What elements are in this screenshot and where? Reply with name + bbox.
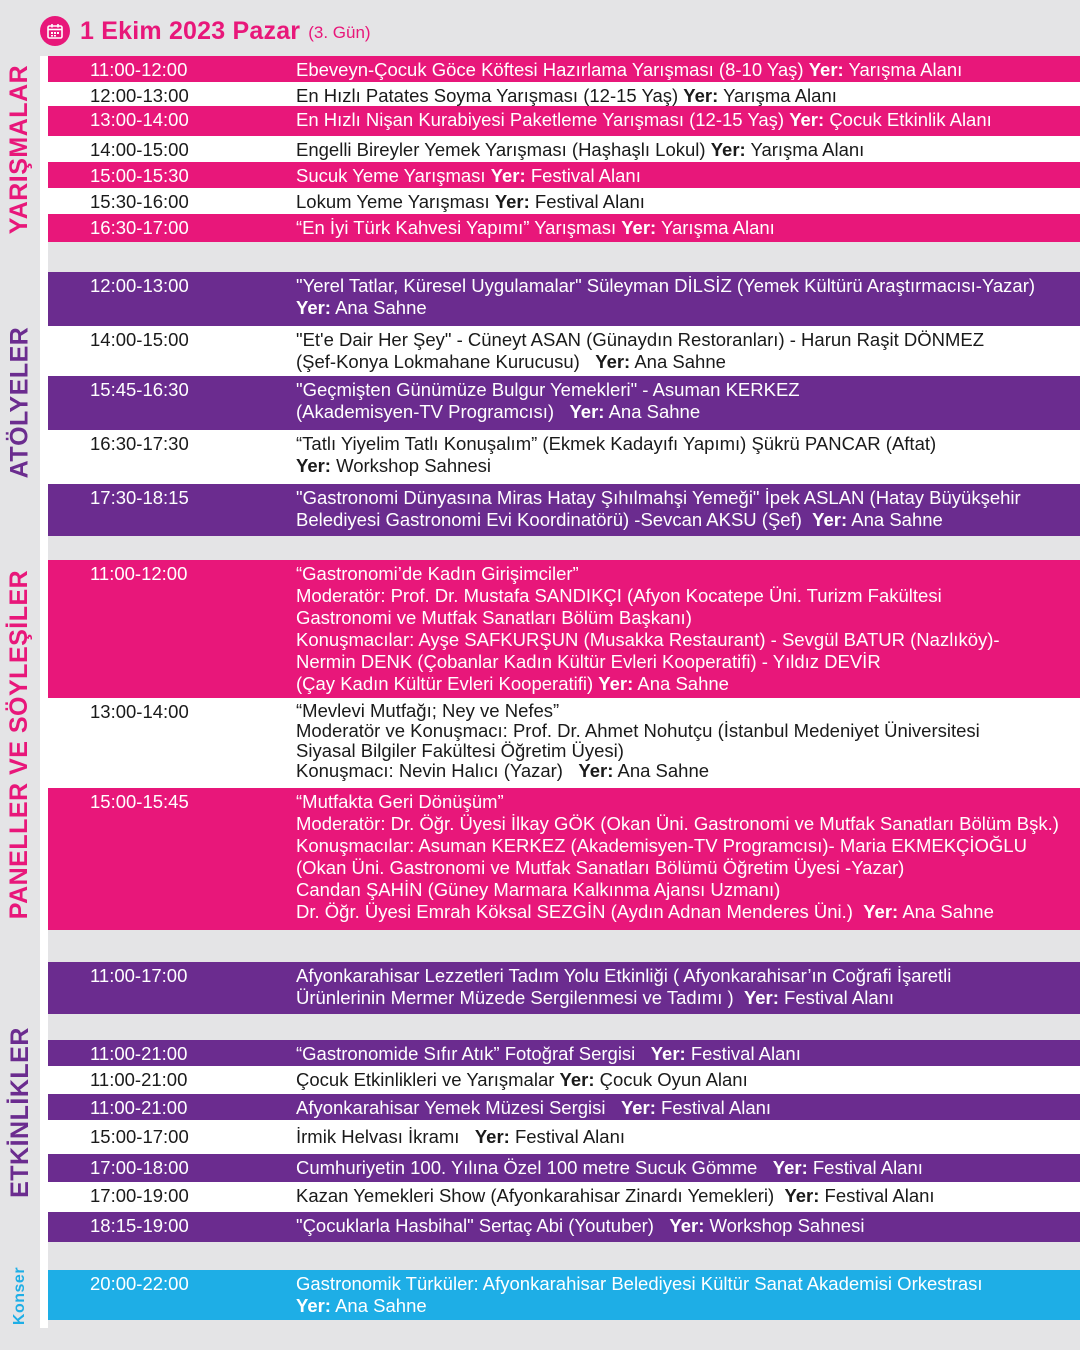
schedule-row: 20:00-22:00 Gastronomik Türküler: Afyonkarahisar Belediyesi Kültür Sanat Akademisi Orkestrası Yer: Ana Sahne xyxy=(48,1270,1080,1320)
schedule-row: 17:00-18:00 Cumhuriyetin 100. Yılına Özel 100 metre Sucuk Gömme Yer: Festival Alanı xyxy=(48,1154,1080,1182)
schedule-row: 15:00-15:45 “Mutfakta Geri Dönüşüm” Moderatör: Dr. Öğr. Üyesi İlkay GÖK (Okan Üni. Gastronomi ve Mutfak Sanatları Bölüm Bşk.) Konuşmacılar: Asuman KERKEZ (Akademisyen-TV Programcısı)- Maria EKMEKÇİOĞLU (Okan Üni. Gastronomi ve Mutfak Sanatları Bölümü Öğretim Üyesi -Yazar) Candan ŞAHİN (Güney Marmara Kalkınma Ajansı Uzmanı) Dr. Öğr. Üyesi Emrah Köksal SEZGİN (Aydın Adnan Menderes Üni.) Yer: Ana Sahne xyxy=(48,788,1080,930)
schedule-row: 11:00-21:00 Çocuk Etkinlikleri ve Yarışmalar Yer: Çocuk Oyun Alanı xyxy=(48,1066,1080,1094)
schedule-row: 17:30-18:15 "Gastronomi Dünyasına Miras Hatay Şıhılmahşi Yemeği" İpek ASLAN (Hatay Büyükşehir Belediyesi Gastronomi Evi Koordinatörü) -Sevcan AKSU (Şef) Yer: Ana Sahne xyxy=(48,484,1080,536)
schedule-row: 17:00-19:00 Kazan Yemekleri Show (Afyonkarahisar Zinardı Yemekleri) Yer: Festival Alanı xyxy=(48,1182,1080,1212)
schedule-row: 13:00-14:00 “Mevlevi Mutfağı; Ney ve Nefes” Moderatör ve Konuşmacı: Prof. Dr. Ahmet Nohutçu (İstanbul Medeniyet Üniversitesi Siyasal Bilgiler Fakültesi Öğretim Üyesi) Konuşmacı: Nevin Halıcı (Yazar) Yer: Ana Sahne xyxy=(48,698,1080,788)
schedule-row: 12:00-13:00 En Hızlı Patates Soyma Yarışması (12-15 Yaş) Yer: Yarışma Alanı xyxy=(48,82,1080,106)
schedule-row: 11:00-17:00 Afyonkarahisar Lezzetleri Tadım Yolu Etkinliği ( Afyonkarahisar’ın Coğrafi İşaretli Ürünlerinin Mermer Müzede Sergilenmesi ve Tadımı ) Yer: Festival Alanı xyxy=(48,962,1080,1014)
section-label-etkinlikler: ETKİNLİKLER xyxy=(5,1026,34,1198)
schedule-row: 11:00-12:00 “Gastronomi’de Kadın Girişimciler” Moderatör: Prof. Dr. Mustafa SANDIKÇI (Afyon Kocatepe Üni. Turizm Fakültesi Gastronomi ve Mutfak Sanatları Bölüm Başkanı) Konuşmacılar: Ayşe SAFKURŞUN (Musakka Restaurant) - Sevgül BATUR (Nazlıköy)- Nermin DENK (Çobanlar Kadın Kültür Evleri Kooperatifi) - Yıldız DEVİR (Çay Kadın Kültür Evleri Kooperatifi) Yer: Ana Sahne xyxy=(48,560,1080,698)
left-timeline-bar xyxy=(40,56,48,1328)
page-header xyxy=(40,14,371,48)
schedule-row: 15:00-15:30 Sucuk Yeme Yarışması Yer: Festival Alanı xyxy=(48,162,1080,188)
section-label-yarismalar: YARIŞMALAR xyxy=(5,64,34,234)
page-title: 1 Ekim 2023 Pazar xyxy=(80,16,301,45)
schedule-row: 18:15-19:00 "Çocuklarla Hasbihal" Sertaç Abi (Youtuber) Yer: Workshop Sahnesi xyxy=(48,1212,1080,1242)
section-label-atolyeler: ATÖLYELER xyxy=(5,326,34,478)
schedule-row: 12:00-13:00 "Yerel Tatlar, Küresel Uygulamalar" Süleyman DİLSİZ (Yemek Kültürü Araştırmacısı-Yazar) Yer: Ana Sahne xyxy=(48,272,1080,326)
schedule-row: 16:30-17:00 “En İyi Türk Kahvesi Yapımı” Yarışması Yer: Yarışma Alanı xyxy=(48,214,1080,242)
schedule-row: 15:30-16:00 Lokum Yeme Yarışması Yer: Festival Alanı xyxy=(48,188,1080,214)
schedule-row: 11:00-12:00 Ebeveyn-Çocuk Göce Köftesi Hazırlama Yarışması (8-10 Yaş) Yer: Yarışma Alanı xyxy=(48,56,1080,82)
schedule-row: 15:00-17:00 İrmik Helvası İkramı Yer: Festival Alanı xyxy=(48,1120,1080,1154)
calendar-icon xyxy=(40,16,70,46)
schedule-row: 14:00-15:00 Engelli Bireyler Yemek Yarışması (Haşhaşlı Lokul) Yer: Yarışma Alanı xyxy=(48,136,1080,162)
schedule-row: 13:00-14:00 En Hızlı Nişan Kurabiyesi Paketleme Yarışması (12-15 Yaş) Yer: Çocuk Etkinlik Alanı xyxy=(48,106,1080,136)
section-label-konser: Konser xyxy=(11,1266,28,1326)
schedule-row: 11:00-21:00 Afyonkarahisar Yemek Müzesi Sergisi Yer: Festival Alanı xyxy=(48,1094,1080,1120)
schedule-row: 14:00-15:00 "Et'e Dair Her Şey" - Cüneyt ASAN (Günaydın Restoranları) - Harun Raşit DÖNMEZ (Şef-Konya Lokmahane Kurucusu) Yer: Ana Sahne xyxy=(48,326,1080,376)
schedule-row: 15:45-16:30 "Geçmişten Günümüze Bulgur Yemekleri" - Asuman KERKEZ (Akademisyen-TV Programcısı) Yer: Ana Sahne xyxy=(48,376,1080,430)
schedule-row: 11:00-21:00 “Gastronomide Sıfır Atık” Fotoğraf Sergisi Yer: Festival Alanı xyxy=(48,1040,1080,1066)
schedule-row: 16:30-17:30 “Tatlı Yiyelim Tatlı Konuşalım” (Ekmek Kadayıfı Yapımı) Şükrü PANCAR (Aftat) Yer: Workshop Sahnesi xyxy=(48,430,1080,484)
section-label-paneller: PANELLER VE SÖYLEŞİLER xyxy=(5,569,34,919)
day-label: (3. Gün) xyxy=(308,23,371,42)
